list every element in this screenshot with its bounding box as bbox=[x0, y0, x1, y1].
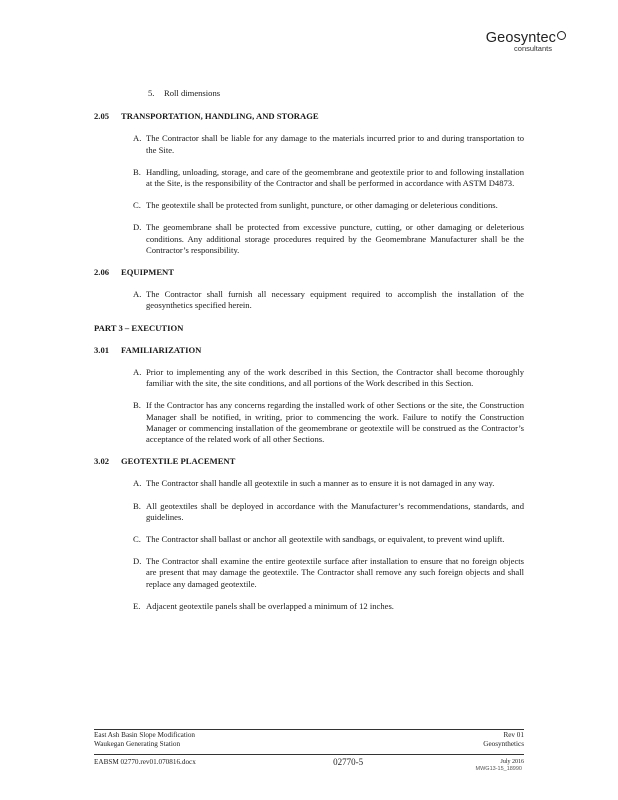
bates-stamp: MWG13-15_18990 bbox=[475, 766, 522, 772]
item-text: The Contractor shall furnish all necessary equipment required to accomplish the installation of the geosynthetics specified herein. bbox=[146, 289, 524, 311]
item-letter: C. bbox=[133, 200, 141, 211]
section-heading-2-06 bbox=[94, 267, 524, 278]
page-footer bbox=[94, 729, 524, 767]
item-letter: A. bbox=[133, 133, 142, 144]
section-number: 3.01 bbox=[94, 344, 110, 355]
item-text: The Contractor shall examine the entire geotextile surface after installation to ensure that no foreign objects are present that may damage the geotextile. The Contractor shall remove any such foreign objects and shall replace any damaged geotextile. bbox=[146, 556, 524, 589]
paragraph-2-05-c bbox=[94, 200, 524, 211]
section-number: 2.06 bbox=[94, 267, 110, 278]
paragraph-3-01-b bbox=[94, 400, 524, 445]
item-text: Prior to implementing any of the work described in this Section, the Contractor shall become thoroughly familiar with the site, the site conditions, and all portions of the Work described in this Section. bbox=[146, 367, 524, 389]
footer-section: Geosynthetics bbox=[483, 739, 524, 748]
section-heading-2-05 bbox=[94, 111, 524, 122]
document-body bbox=[94, 88, 524, 623]
footer-page-number: 02770-5 bbox=[333, 757, 364, 768]
item-text: If the Contractor has any concerns regarding the installed work of other Sections or the site, the Construction Manager shall be notified, in writing, prior to commencing the work. Failure to notify the Construction Manager or commencing installation of the geomembrane or geotextile will be construed as the Contractor’s acceptance of the related work of all other Sections. bbox=[146, 400, 524, 445]
item-text: The geomembrane shall be protected from excessive puncture, cutting, or other damaging or deleterious conditions. Any additional storage procedures required by the Geomembrane Manufacturer shall be the Contractor’s responsibility. bbox=[146, 222, 524, 255]
footer-file: EABSM 02770.rev01.070816.docx bbox=[94, 758, 196, 767]
paragraph-2-05-b bbox=[94, 167, 524, 189]
footer-rev: Rev 01 bbox=[503, 731, 524, 739]
paragraph-3-02-b bbox=[94, 501, 524, 523]
item-letter: B. bbox=[133, 166, 141, 177]
section-title: TRANSPORTATION, HANDLING, AND STORAGE bbox=[121, 111, 319, 122]
item-text: The Contractor shall be liable for any damage to the materials incurred prior to and during transportation to the Site. bbox=[146, 133, 524, 155]
part-heading: PART 3 – EXECUTION bbox=[94, 322, 184, 333]
section-title: EQUIPMENT bbox=[121, 267, 174, 278]
paragraph-2-06-a bbox=[94, 289, 524, 311]
paragraph-3-02-d bbox=[94, 556, 524, 590]
item-letter: D. bbox=[133, 222, 142, 233]
logo-name: Geosyntec bbox=[485, 30, 556, 46]
item-letter: A. bbox=[133, 289, 142, 300]
item-letter: D. bbox=[133, 556, 142, 567]
item-letter: B. bbox=[133, 400, 141, 411]
paragraph-3-02-c bbox=[94, 534, 524, 545]
paragraph-3-02-a bbox=[94, 478, 524, 489]
item-text: The geotextile shall be protected from sunlight, puncture, or other damaging or deleterious conditions. bbox=[146, 200, 498, 211]
item-letter: A. bbox=[133, 478, 142, 489]
item-letter: E. bbox=[133, 600, 141, 611]
paragraph-2-05-d bbox=[94, 222, 524, 256]
item-text: The Contractor shall handle all geotextile in such a manner as to ensure it is not damaged in any way. bbox=[146, 478, 495, 489]
logo-subtitle: consultants bbox=[514, 44, 552, 53]
footer-rule bbox=[94, 729, 524, 730]
item-text: Adjacent geotextile panels shall be overlapped a minimum of 12 inches. bbox=[146, 600, 394, 611]
item-text: The Contractor shall ballast or anchor all geotextile with sandbags, or equivalent, to prevent wind uplift. bbox=[146, 534, 505, 545]
item-letter: B. bbox=[133, 500, 141, 511]
logo-mark-icon bbox=[557, 31, 566, 40]
section-number: 2.05 bbox=[94, 111, 110, 122]
section-heading-3-01 bbox=[94, 345, 524, 356]
section-heading-3-02 bbox=[94, 456, 524, 467]
paragraph-3-01-a bbox=[94, 367, 524, 389]
list-text: Roll dimensions bbox=[164, 88, 221, 98]
item-text: Handling, unloading, storage, and care of the geomembrane and geotextile prior to and following installation at the Site, is the responsibility of the Contractor and shall be performed in accordance with ASTM D4873. bbox=[146, 166, 524, 189]
company-logo bbox=[486, 30, 566, 53]
paragraph-2-05-a bbox=[94, 133, 524, 155]
item-letter: A. bbox=[133, 367, 142, 378]
section-number: 3.02 bbox=[94, 456, 110, 467]
footer-station: Waukegan Generating Station bbox=[94, 739, 181, 748]
item-letter: C. bbox=[133, 534, 141, 545]
paragraph-3-02-e bbox=[94, 601, 524, 612]
section-title: FAMILIARIZATION bbox=[121, 344, 202, 355]
footer-date: July 2016 bbox=[500, 759, 524, 766]
section-title: GEOTEXTILE PLACEMENT bbox=[121, 456, 236, 467]
list-number: 5. bbox=[148, 88, 155, 98]
footer-project: East Ash Basin Slope Modification bbox=[94, 731, 196, 739]
roll-dimensions-item bbox=[148, 88, 524, 99]
item-text: All geotextiles shall be deployed in accordance with the Manufacturer’s recommendations, standards, and guidelines. bbox=[146, 500, 524, 522]
